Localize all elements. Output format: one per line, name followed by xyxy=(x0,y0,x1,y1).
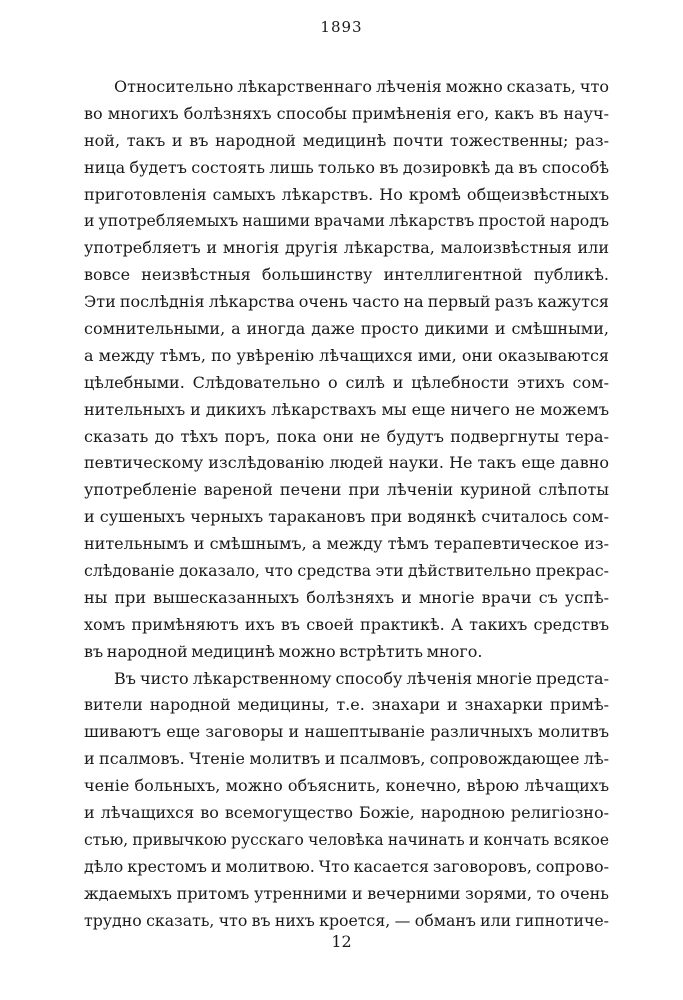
text-line: сомнительными, а иногда даже просто дикими и смѣшными, xyxy=(84,319,609,339)
text-line: певтическому изслѣдованію людей науки. Не такъ еще давно xyxy=(84,453,609,473)
text-line: и употребляемыхъ нашими врачами лѣкарствъ простой народъ xyxy=(84,211,609,231)
text-line: употребленіе вареной печени при лѣченіи куриной слѣпоты xyxy=(84,480,609,500)
text-line: цѣлебными. Слѣдовательно о силѣ и цѣлебности этихъ сом- xyxy=(84,372,609,392)
text-line: хомъ примѣняютъ ихъ въ своей практикѣ. А такихъ средствъ xyxy=(84,614,609,634)
text-line: ной, такъ и въ народной медицинѣ почти тожественны; раз- xyxy=(84,130,609,150)
text-line: и лѣчащихся во всемогущество Божіе, народною религіозно- xyxy=(84,803,609,823)
text-line: употребляетъ и многія другія лѣкарства, малоизвѣстныя или xyxy=(84,238,609,258)
text-line: ждаемыхъ притомъ утренними и вечерними зорями, то очень xyxy=(84,883,609,903)
text-line: Относительно лѣкарственнаго лѣченія можно сказать, что xyxy=(114,77,609,96)
text-line: и псалмовъ. Чтеніе молитвъ и псалмовъ, сопровождающее лѣ- xyxy=(84,749,609,769)
text-line: нительнымъ и смѣшнымъ, а между тѣмъ терапевтическое из- xyxy=(84,534,609,554)
text-line: слѣдованіе доказало, что средства эти дѣйствительно прекрас- xyxy=(84,561,609,581)
text-line: въ народной медицинѣ можно встрѣтить много. xyxy=(84,641,483,661)
text-line: вовсе неизвѣстныя большинству интеллигентной публикѣ. xyxy=(84,265,609,285)
text-line: Эти послѣднія лѣкарства очень часто на первый разъ кажутся xyxy=(84,292,609,312)
text-line: и сушеныхъ черныхъ таракановъ при водянкѣ считалось сом- xyxy=(84,507,609,527)
text-line: дѣло крестомъ и молитвою. Что касается заговоровъ, сопрово- xyxy=(84,856,609,876)
text-line: ница будетъ состоять лишь только въ дозировкѣ да въ способѣ xyxy=(84,157,609,177)
text-line: трудно сказать, что въ нихъ кроется, — обманъ или гипнотиче- xyxy=(84,910,609,930)
text-line: сказать до тѣхъ поръ, пока они не будутъ подвергнуты тера- xyxy=(84,426,609,446)
body-text xyxy=(84,74,609,935)
text-line: во многихъ болѣзняхъ способы примѣненія его, какъ въ науч- xyxy=(84,103,609,123)
text-line: шиваютъ еще заговоры и нашептываніе различныхъ молитвъ xyxy=(84,722,609,742)
text-line: а между тѣмъ, по увѣренію лѣчащихся ими, они оказываются xyxy=(84,345,609,365)
text-line: вители народной медицины, т.е. знахари и знахарки примѣ- xyxy=(84,695,609,715)
page-header-year: 1893 xyxy=(320,18,363,36)
text-line: стью, привычкою русскаго человѣка начинать и кончать всякое xyxy=(84,830,609,849)
text-line: приготовленія самыхъ лѣкарствъ. Но кромѣ общеизвѣстныхъ xyxy=(84,184,609,204)
text-line: нительныхъ и дикихъ лѣкарствахъ мы еще ничего не можемъ xyxy=(84,399,609,419)
text-line: ны при вышесказанныхъ болѣзняхъ и многіе врачи съ успѣ- xyxy=(84,587,609,607)
text-line: Въ чисто лѣкарственному способу лѣченія многіе предста- xyxy=(114,668,609,688)
page-number: 12 xyxy=(331,932,352,951)
text-line: ченіе больныхъ, можно объяснить, конечно, вѣрою лѣчащихъ xyxy=(84,776,609,796)
